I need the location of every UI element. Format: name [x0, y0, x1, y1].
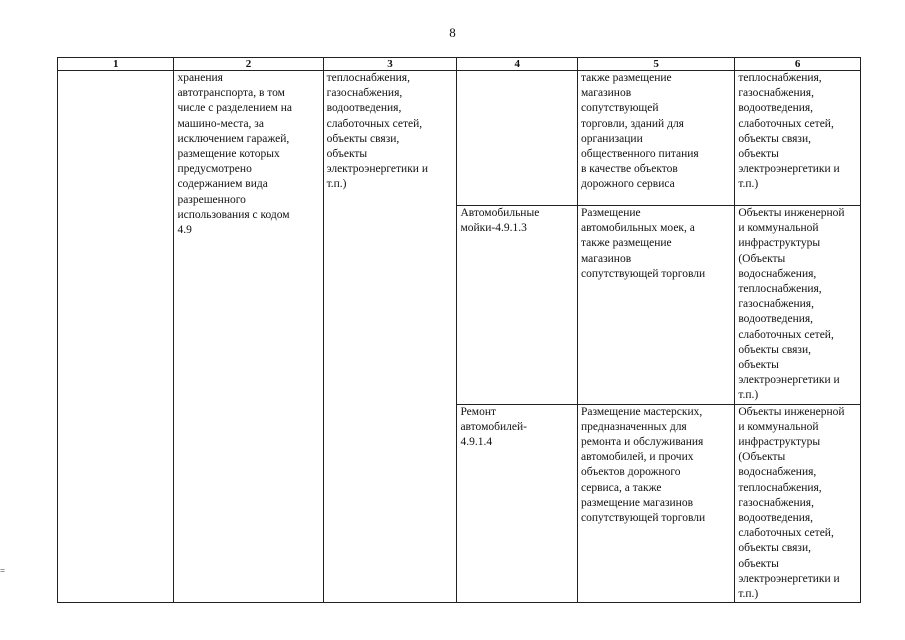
scan-edge-mark: =: [0, 566, 6, 576]
cell-infrastructure: Объекты инженерной и коммунальной инфраструктуры (Объекты водоснабжения, теплоснабжения, газоснабжения, водоотведения, слаботочных сетей, объекты связи, объекты электроэнергетики и т.п.): [735, 206, 861, 405]
header-row: [58, 58, 861, 71]
cell-use-name: Автомобильные мойки-4.9.1.3: [457, 206, 578, 405]
cell-purpose-description: хранения автотранспорта, в том числе с разделением на машино-места, за исключением гаражей, размещение которых предусмотрено содержанием вида разрешенного использования с кодом 4.9: [174, 71, 323, 603]
page-number: 8: [449, 25, 456, 40]
land-use-table: [57, 57, 861, 603]
cell-use-description: также размещение магазинов сопутствующей торговли, зданий для организации общественного питания в качестве объектов дорожного сервиса: [577, 71, 734, 206]
cell-infrastructure: Объекты инженерной и коммунальной инфраструктуры (Объекты водоснабжения, теплоснабжения, газоснабжения, водоотведения, слаботочных сетей, объекты связи, объекты электроэнергетики и т.п.): [735, 404, 861, 603]
header-cell-6: 6: [735, 58, 861, 71]
cell-infrastructure-list: теплоснабжения, газоснабжения, водоотведения, слаботочных сетей, объекты связи, объекты электроэнергетики и т.п.): [323, 71, 457, 603]
cell-use-description: Размещение мастерских, предназначенных для ремонта и обслуживания автомобилей, и прочих объектов дорожного сервиса, а также размещение магазинов сопутствующей торговли: [577, 404, 734, 603]
table-row: [58, 71, 861, 206]
header-cell-4: 4: [457, 58, 578, 71]
cell-use-name: Ремонт автомобилей- 4.9.1.4: [457, 404, 578, 603]
header-cell-2: 2: [174, 58, 323, 71]
cell-col1: [58, 71, 174, 603]
cell-use-name: [457, 71, 578, 206]
cell-infrastructure: теплоснабжения, газоснабжения, водоотведения, слаботочных сетей, объекты связи, объекты электроэнергетики и т.п.): [735, 71, 861, 206]
cell-use-description: Размещение автомобильных моек, а также размещение магазинов сопутствующей торговли: [577, 206, 734, 405]
header-cell-5: 5: [577, 58, 734, 71]
header-cell-1: 1: [58, 58, 174, 71]
header-cell-3: 3: [323, 58, 457, 71]
